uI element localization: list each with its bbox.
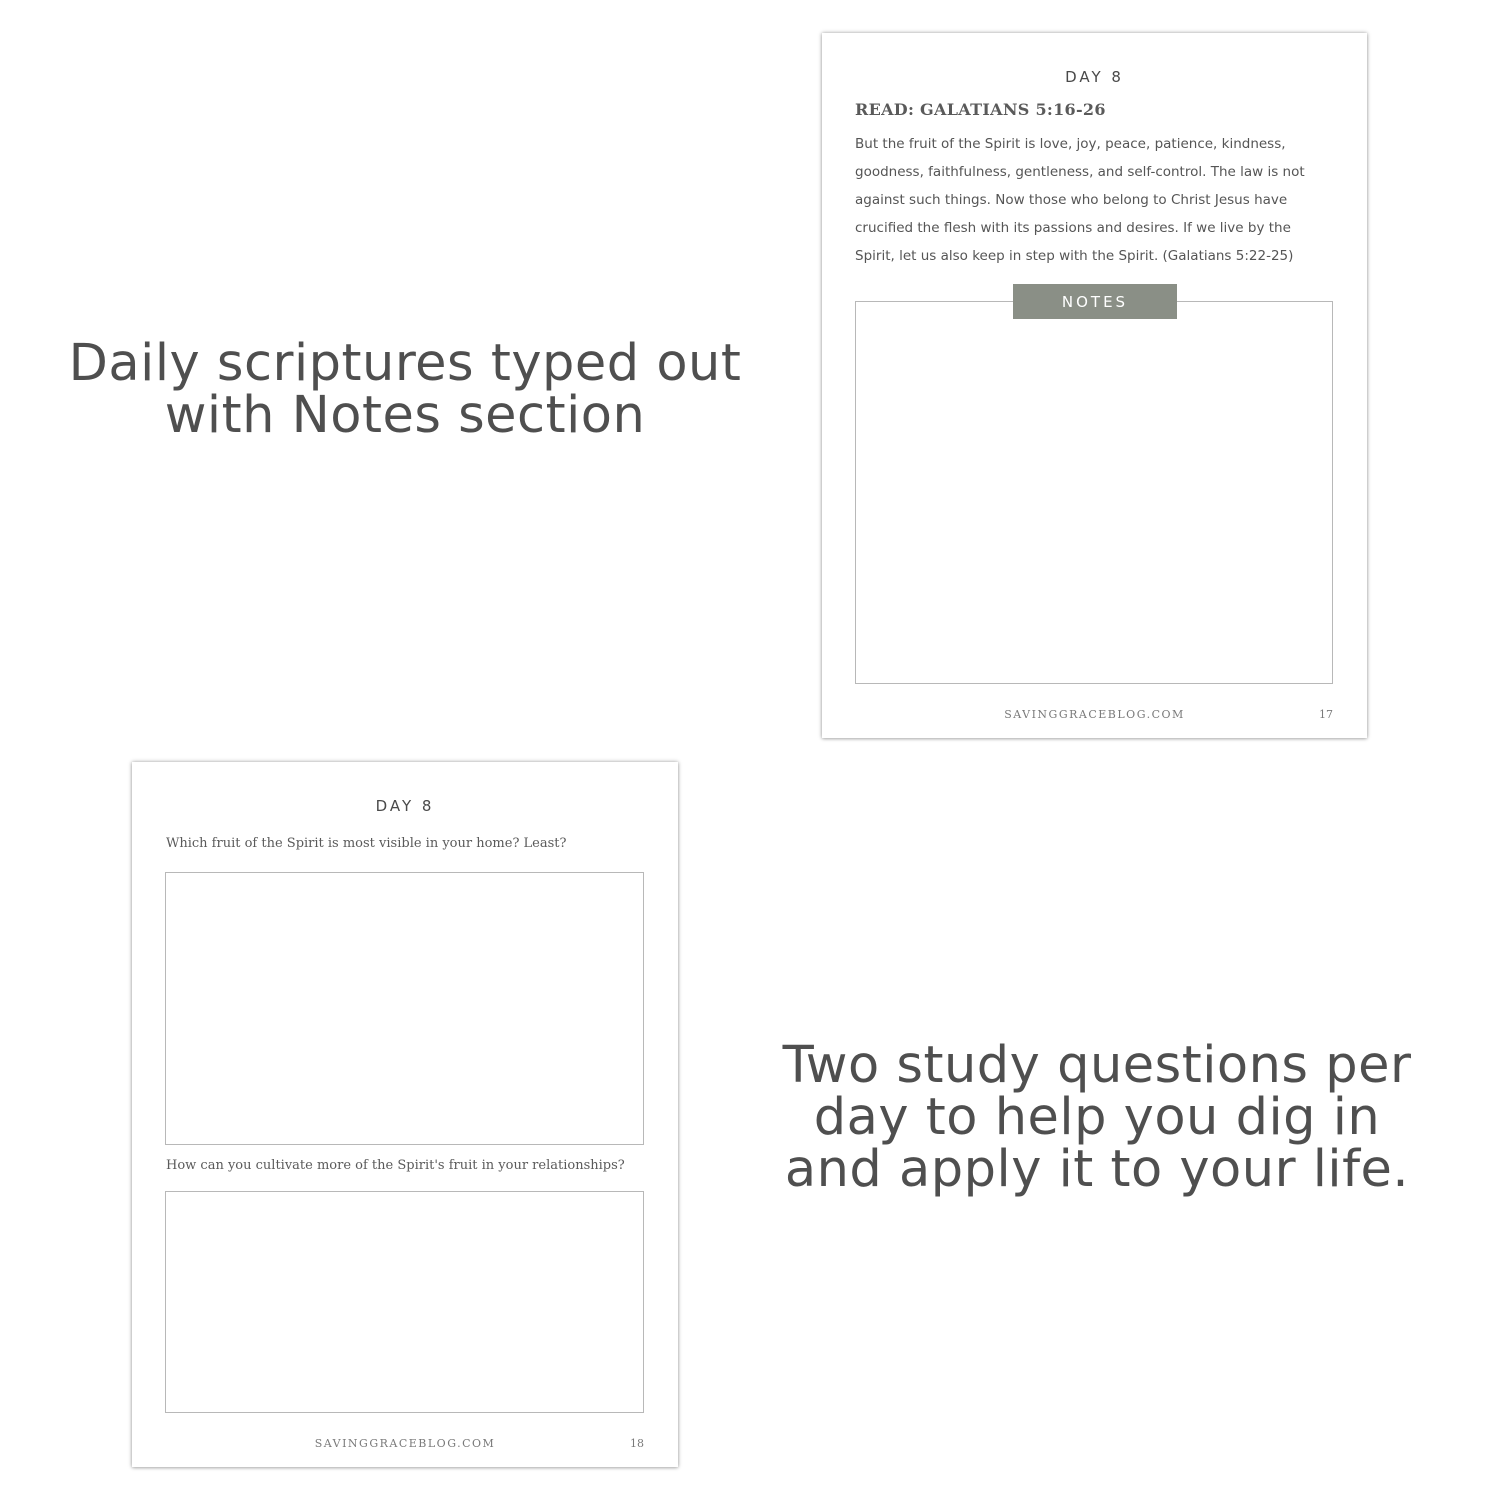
- footer-website: SAVINGGRACEBLOG.COM: [314, 1437, 496, 1450]
- caption-line: and apply it to your life.: [784, 1140, 1410, 1199]
- scripture-line: Spirit, let us also keep in step with the Spirit. (Galatians 5:22-25): [855, 248, 1294, 264]
- reading-title: READ: GALATIANS 5:16-26: [855, 100, 1106, 119]
- notes-label: NOTES: [1013, 284, 1177, 319]
- caption-scriptures: [40, 334, 770, 445]
- caption-line: Daily scriptures typed out: [68, 334, 742, 393]
- caption-line: with Notes section: [164, 386, 646, 445]
- scripture-line: But the fruit of the Spirit is love, joy, peace, patience, kindness,: [855, 136, 1286, 152]
- notes-box[interactable]: [855, 301, 1333, 684]
- study-question-1: Which fruit of the Spirit is most visible in your home? Least?: [166, 836, 567, 851]
- scripture-line: against such things. Now those who belong to Christ Jesus have: [855, 192, 1288, 208]
- scripture-line: crucified the flesh with its passions and desires. If we live by the: [855, 220, 1291, 236]
- scripture-line: goodness, faithfulness, gentleness, and self-control. The law is not: [855, 164, 1305, 180]
- footer-website: SAVINGGRACEBLOG.COM: [1004, 708, 1185, 721]
- workbook-page-18: [132, 762, 678, 1467]
- page-number: 17: [1319, 708, 1333, 721]
- answer-box-2[interactable]: [165, 1191, 644, 1413]
- caption-line: day to help you dig in: [813, 1088, 1381, 1147]
- workbook-page-17: [822, 33, 1367, 738]
- scripture-passage: [855, 130, 1345, 270]
- caption-study-questions: [762, 1036, 1432, 1199]
- page-number: 18: [630, 1437, 644, 1450]
- answer-box-1[interactable]: [165, 872, 644, 1145]
- study-question-2: How can you cultivate more of the Spirit's fruit in your relationships?: [166, 1158, 625, 1173]
- day-heading: DAY 8: [1065, 68, 1124, 86]
- day-heading: DAY 8: [375, 797, 435, 815]
- caption-line: Two study questions per: [782, 1036, 1412, 1095]
